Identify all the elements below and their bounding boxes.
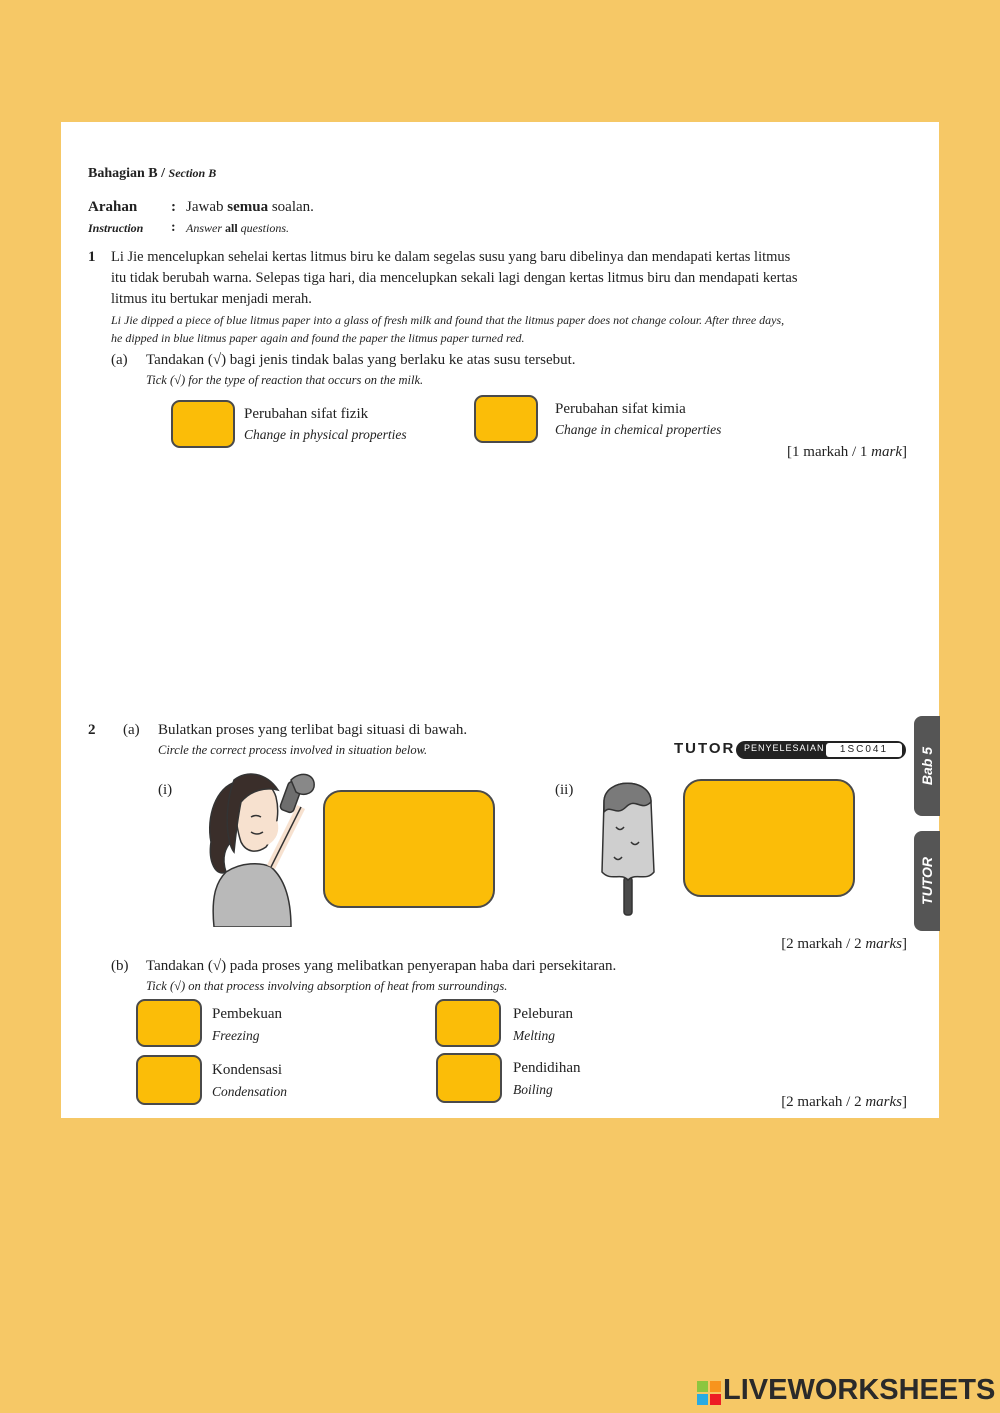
q2-part-a-ms: Bulatkan proses yang terlibat bagi situasi di bawah. [158, 722, 468, 738]
liveworksheets-wordmark: LIVEWORKSHEETS [723, 1374, 996, 1406]
instruction-colon-en: : [171, 220, 176, 235]
q1-number: 1 [88, 249, 96, 265]
q2-sub-ii-label: (ii) [555, 782, 574, 798]
q1-stem-ms-line3: litmus itu bertukar menjadi merah. [111, 291, 312, 307]
q2-answer-box-i[interactable] [323, 790, 495, 908]
tutor-badge-pill [736, 741, 906, 759]
section-title: Bahagian B / Section B [88, 166, 217, 181]
side-tab-tutor: TUTOR [914, 831, 940, 931]
side-tab-chapter: Bab 5 [914, 716, 940, 816]
q2-marks-b: [2 markah / 2 marks] [781, 1094, 907, 1110]
instruction-label-ms: Arahan [88, 199, 138, 215]
q1-option-chemical-en: Change in chemical properties [555, 422, 722, 437]
q2-option-condensation-checkbox[interactable] [136, 1055, 202, 1105]
q2-option-boiling-ms: Pendidihan [513, 1060, 581, 1076]
q2-option-boiling-checkbox[interactable] [436, 1053, 502, 1103]
hair-drying-illustration [196, 762, 321, 927]
q1-stem-ms-line2: itu tidak berubah warna. Selepas tiga hari, dia mencelupkan sekali lagi dengan kertas litmus biru dan mendapati kertas [111, 270, 798, 286]
q2-option-freezing-checkbox[interactable] [136, 999, 202, 1047]
q1-stem-ms-line1: Li Jie mencelupkan sehelai kertas litmus biru ke dalam segelas susu yang baru dibelinya dan mendapati kertas litmus [111, 249, 791, 265]
instruction-text-ms: Jawab semua soalan. [186, 199, 314, 215]
q1-stem-en-line1: Li Jie dipped a piece of blue litmus paper into a glass of fresh milk and found that the litmus paper does not change colour. After three days, [111, 313, 785, 327]
q2-part-b-ms: Tandakan (√) pada proses yang melibatkan penyerapan haba dari persekitaran. [146, 958, 617, 974]
q2-option-condensation-ms: Kondensasi [212, 1062, 282, 1078]
tutor-badge-word: TUTOR [674, 740, 736, 757]
q2-option-freezing-ms: Pembekuan [212, 1006, 282, 1022]
q2-part-a-label: (a) [123, 722, 140, 738]
instruction-colon: : [171, 199, 176, 215]
q1-part-a-en: Tick (√) for the type of reaction that occurs on the milk. [146, 373, 424, 387]
q2-part-b-en: Tick (√) on that process involving absorption of heat from surroundings. [146, 979, 508, 993]
q1-stem-en-line2: he dipped in blue litmus paper again and found the paper the litmus paper turned red. [111, 331, 525, 345]
q2-part-b-label: (b) [111, 958, 129, 974]
q2-part-a-en: Circle the correct process involved in situation below. [158, 743, 428, 757]
tutor-badge-label: PENYELESAIAN [744, 743, 825, 753]
q2-number: 2 [88, 722, 96, 738]
tutor-badge-code: 1SC041 [826, 743, 902, 757]
q2-option-melting-checkbox[interactable] [435, 999, 501, 1047]
q1-marks: [1 markah / 1 mark] [787, 444, 907, 460]
q1-part-a-ms: Tandakan (√) bagi jenis tindak balas yang berlaku ke atas susu tersebut. [146, 352, 576, 368]
q2-option-condensation-en: Condensation [212, 1084, 288, 1099]
q2-option-freezing-en: Freezing [212, 1028, 260, 1043]
q2-marks-a: [2 markah / 2 marks] [781, 936, 907, 952]
q2-option-melting-en: Melting [513, 1028, 555, 1043]
melting-ice-cream-illustration [596, 772, 661, 917]
q1-part-a-label: (a) [111, 352, 128, 368]
liveworksheets-logo-icon [697, 1381, 721, 1405]
q1-option-physical-en: Change in physical properties [244, 427, 407, 442]
worksheet-page [61, 122, 939, 1118]
q2-sub-i-label: (i) [158, 782, 173, 798]
q1-option-chemical-checkbox[interactable] [474, 395, 538, 443]
q2-option-melting-ms: Peleburan [513, 1006, 573, 1022]
q2-answer-box-ii[interactable] [683, 779, 855, 897]
q1-option-physical-ms: Perubahan sifat fizik [244, 406, 369, 422]
instruction-label-en: Instruction [88, 221, 144, 235]
instruction-text-en: Answer all questions. [186, 221, 290, 235]
q1-option-chemical-ms: Perubahan sifat kimia [555, 401, 686, 417]
q2-option-boiling-en: Boiling [513, 1082, 553, 1097]
q1-option-physical-checkbox[interactable] [171, 400, 235, 448]
